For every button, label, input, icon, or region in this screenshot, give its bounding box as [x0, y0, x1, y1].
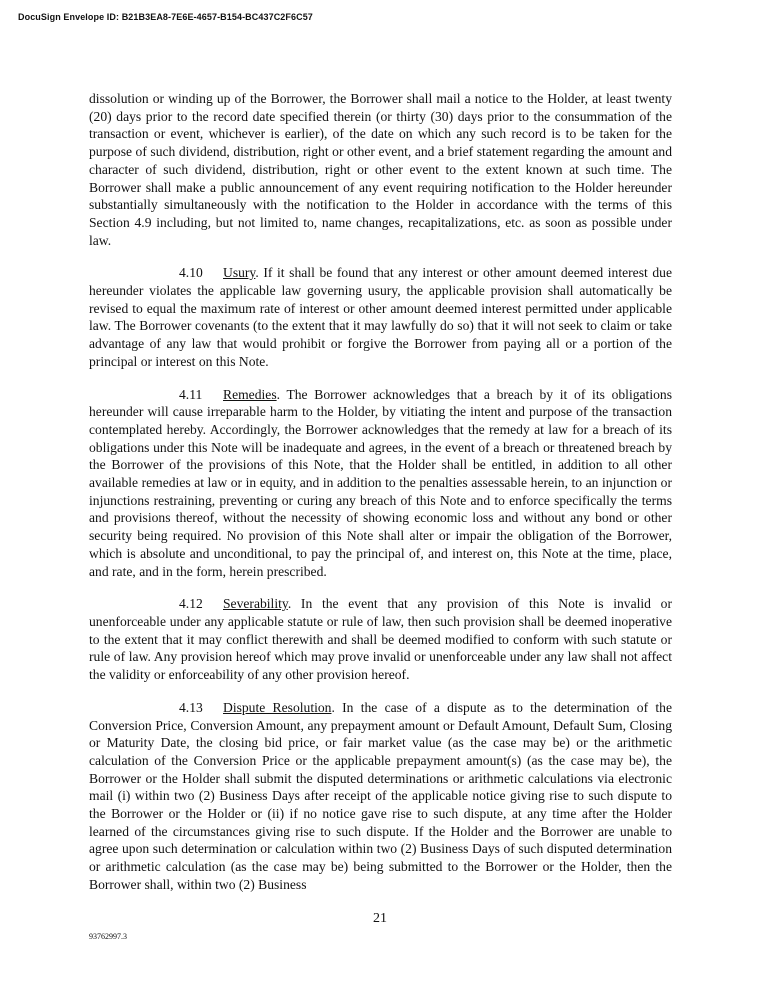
- section-4-13: [89, 699, 672, 894]
- section-number: 4.12: [179, 596, 203, 612]
- section-heading: Dispute Resolution: [223, 699, 332, 715]
- section-text: . In the case of a dispute as to the determination of the Conversion Price, Conversion Amount, any prepayment amount or Default Amount, Default Sum, Closing or Maturity Date, the closing bid price, or fair market value (as the case may be) or the arithmetic calculation of the Conversion Price or the applicable prepayment amount(s) (as the case may be), the Borrower or the Holder shall submit the disputed determinations or arithmetic calculations via electronic mail (i) within two (2) Business Days after receipt of the applicable notice giving rise to such dispute to the Borrower or the Holder or (ii) if no notice gave rise to such dispute, at any time after the Holder learned of the circumstances giving rise to such dispute. If the Holder and the Borrower are unable to agree upon such determination or calculation within two (2) Business Days of such disputed determination or arithmetic calculation (as the case may be) being submitted to the Borrower or the Holder, then the Borrower shall, within two (2) Business: [89, 699, 672, 892]
- section-4-12: [89, 595, 672, 684]
- section-number: 4.13: [179, 699, 203, 715]
- section-4-11: [89, 386, 672, 581]
- section-text: . If it shall be found that any interest or other amount deemed interest due hereunder violates the applicable law governing usury, the applicable provision shall automatically be revised to equal the maximum rate of interest or other amount deemed interest permitted under applicable law. The Borrower covenants (to the extent that it may lawfully do so) that it will not seek to claim or take advantage of any law that would prohibit or forgive the Borrower from paying all or a portion of the principal or interest on this Note.: [89, 265, 672, 369]
- document-id: 93762997.3: [89, 932, 127, 941]
- section-heading: Severability: [223, 596, 288, 612]
- document-body: [89, 90, 672, 909]
- section-heading: Remedies: [223, 386, 277, 402]
- intro-paragraph: dissolution or winding up of the Borrower, the Borrower shall mail a notice to the Holder, at least twenty (20) days prior to the record date specified therein (or thirty (30) days prior to the consummation of the transaction or event, whichever is earlier), of the date on which any such record is to be taken for the purpose of such dividend, distribution, right or other event, and a brief statement regarding the amount and character of such dividend, distribution, right or other event to the extent known at such time. The Borrower shall make a public announcement of any event requiring notification to the Holder hereunder substantially simultaneously with the notification to the Holder in accordance with the terms of this Section 4.9 including, but not limited to, name changes, recapitalizations, etc. as soon as possible under law.: [89, 91, 672, 248]
- section-text: . In the event that any provision of this Note is invalid or unenforceable under any applicable statute or rule of law, then such provision shall be deemed inoperative to the extent that it may conflict therewith and shall be deemed modified to conform with such statute or rule of law. Any provision hereof which may prove invalid or unenforceable under any law shall not affect the validity or enforceability of any other provision hereof.: [89, 596, 672, 683]
- docusign-envelope-id: DocuSign Envelope ID: B21B3EA8-7E6E-4657-B154-BC437C2F6C57: [18, 12, 313, 22]
- section-number: 4.11: [179, 386, 203, 402]
- section-number: 4.10: [179, 265, 203, 281]
- section-4-10: [89, 264, 672, 370]
- section-text: . The Borrower acknowledges that a breach by it of its obligations hereunder will cause irreparable harm to the Holder, by vitiating the intent and purpose of the transaction contemplated hereby. Accordingly, the Borrower acknowledges that the remedy at law for a breach of its obligations under this Note will be inadequate and agrees, in the event of a breach or threatened breach by the Borrower of the provisions of this Note, that the Holder shall be entitled, in addition to all other available remedies at law or in equity, and in addition to the penalties assessable herein, to an injunction or injunctions restraining, preventing or curing any breach of this Note and to enforce specifically the terms and provisions thereof, without the necessity of showing economic loss and without any bond or other security being required. No provision of this Note shall alter or impair the obligation of the Borrower, which is absolute and unconditional, to pay the principal of, and interest on, this Note at the time, place, and rate, and in the form, herein prescribed.: [89, 386, 672, 579]
- section-heading: Usury: [223, 265, 256, 281]
- page-number: 21: [373, 911, 387, 926]
